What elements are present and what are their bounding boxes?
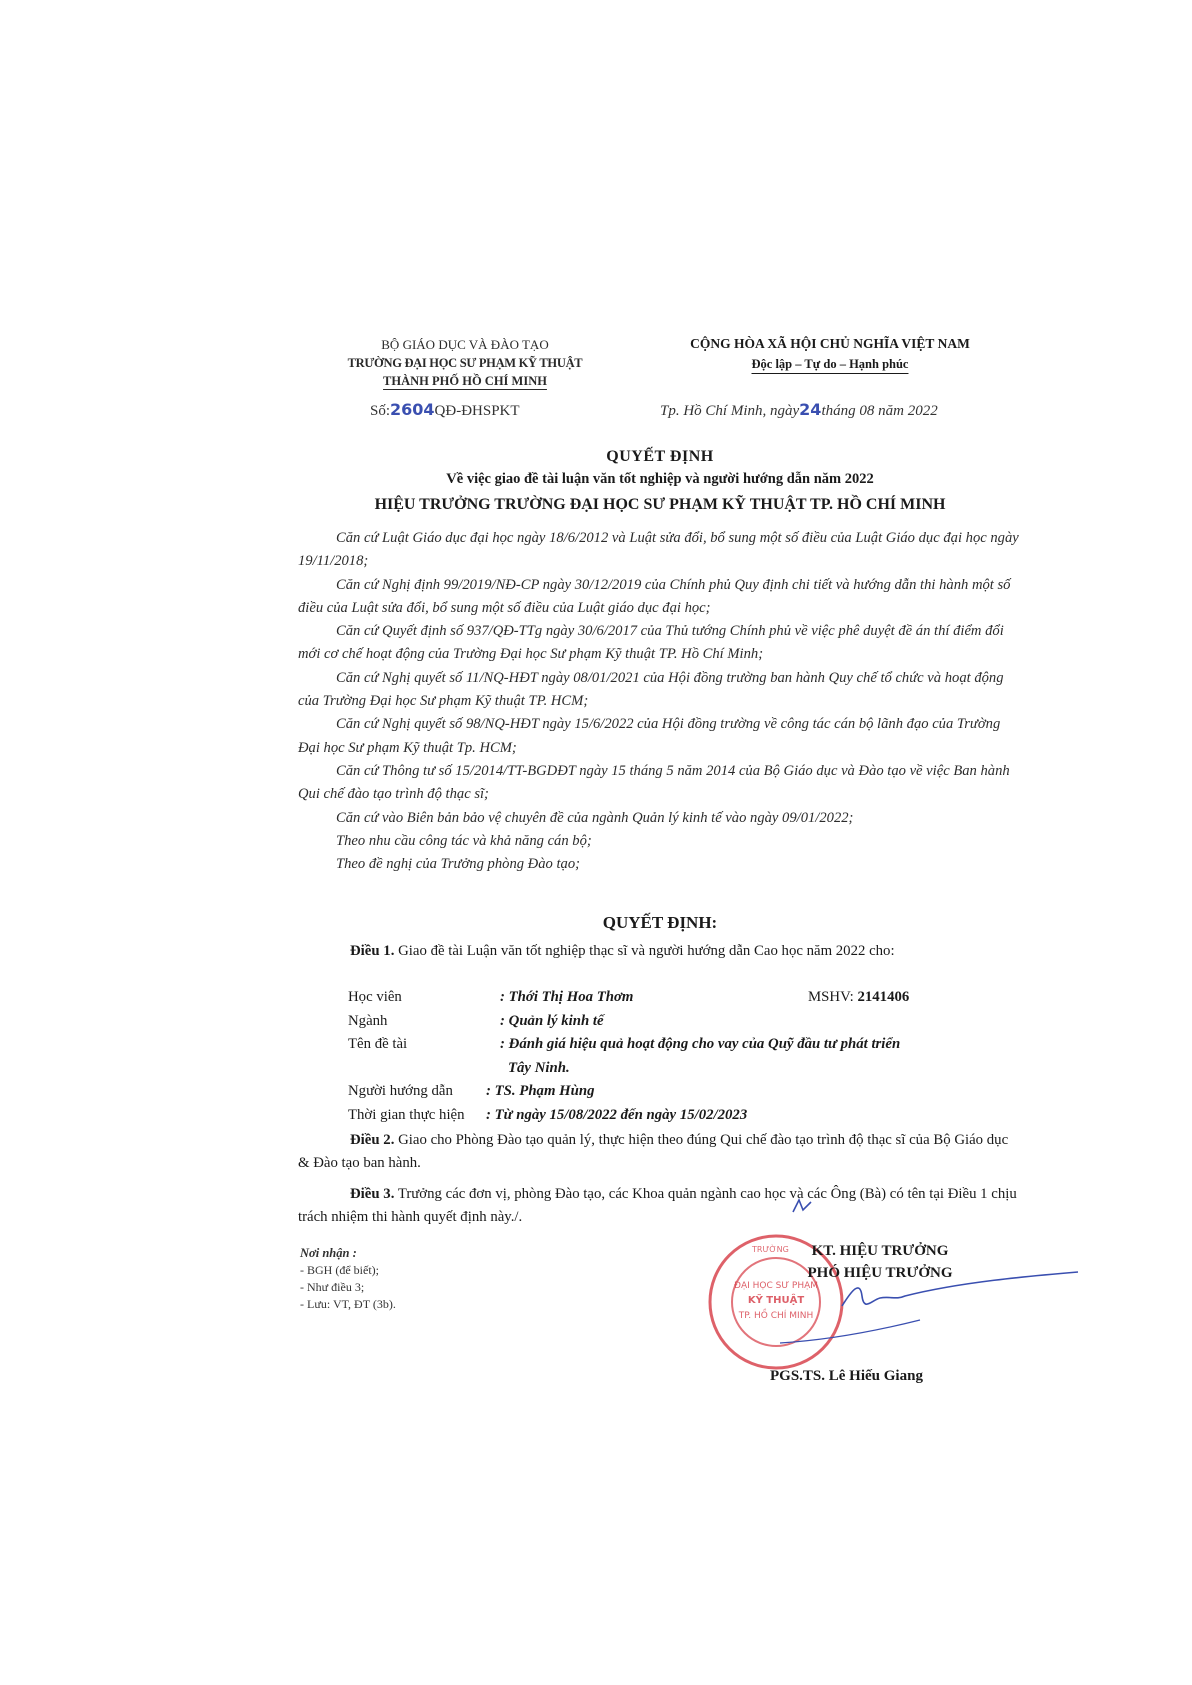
reference-prefix: Số: (370, 403, 391, 419)
decision-heading: QUYẾT ĐỊNH: (602, 913, 718, 932)
topic-value-line-2: Tây Ninh. (508, 1059, 570, 1076)
basis-item: Căn cứ Nghị quyết số 98/NQ-HĐT ngày 15/6/2022 của Hội đồng trường về công tác cán bộ lãnh đạo của Trường Đại học Sư phạm Kỹ thuật Tp. HCM; (298, 716, 1001, 756)
article-3-text: Trưởng các đơn vị, phòng Đào tạo, các Khoa quản ngành cao học và các Ông (Bà) có tên tại Điều 1 chịu trách nhiệm thi hành quyết định này./. (298, 1186, 1017, 1225)
document-subject: Về việc giao đề tài luận văn tốt nghiệp và người hướng dẫn năm 2022 (446, 471, 874, 487)
major-label: Ngành (348, 1012, 388, 1029)
advisor-value: : TS. Phạm Hùng (486, 1083, 595, 1099)
city-name: THÀNH PHỐ HỒ CHÍ MINH (383, 374, 547, 388)
signer-name: PGS.TS. Lê Hiếu Giang (770, 1368, 923, 1384)
basis-item: Căn cứ Nghị quyết số 11/NQ-HĐT ngày 08/01/2021 của Hội đồng trường ban hành Quy chế tổ chức và hoạt động của Trường Đại học Sư phạm Kỹ thuật TP. HCM; (298, 669, 1004, 710)
topic-value-line-1: : Đánh giá hiệu quả hoạt động cho vay của Quỹ đầu tư phát triển (500, 1036, 901, 1052)
mshv-label: MSHV: (808, 989, 854, 1005)
basis-item: Căn cứ vào Biên bản bảo vệ chuyên đề của ngành Quản lý kinh tế vào ngày 09/01/2022; (336, 809, 854, 826)
ministry-name: BỘ GIÁO DỤC VÀ ĐÀO TẠO (381, 337, 549, 352)
date-prefix: Tp. Hồ Chí Minh, ngày (660, 403, 800, 419)
svg-text:ĐẠI HỌC SƯ PHẠM: ĐẠI HỌC SƯ PHẠM (733, 1281, 819, 1291)
mshv-value: 2141406 (857, 989, 910, 1005)
student-value: : Thới Thị Hoa Thơm (500, 989, 634, 1005)
date-handwritten-day: 24 (799, 400, 822, 419)
school-name: TRƯỜNG ĐẠI HỌC SƯ PHẠM KỸ THUẬT (347, 356, 583, 370)
basis-item: Căn cứ Nghị định 99/2019/NĐ-CP ngày 30/12/2019 của Chính phủ Quy định chi tiết và hướng dẫn thi hành một số điều của Luật sửa đổi, bổ sung một số điều của Luật giáo dục đại học; (298, 576, 1011, 616)
article-2-text: Giao cho Phòng Đào tạo quản lý, thực hiện theo đúng Qui chế đào tạo trình độ thạc sĩ của Bộ Giáo dục & Đào tạo ban hành. (298, 1132, 1009, 1171)
recipient-item: - Như điều 3; (300, 1280, 365, 1294)
period-value: : Từ ngày 15/08/2022 đến ngày 15/02/2023 (486, 1106, 748, 1123)
basis-item: Theo nhu cầu công tác và khả năng cán bộ; (336, 832, 592, 849)
issuing-authority: HIỆU TRƯỞNG TRƯỜNG ĐẠI HỌC SƯ PHẠM KỸ THUẬT TP. HỒ CHÍ MINH (374, 496, 946, 513)
student-label: Học viên (348, 989, 402, 1005)
recipients-heading: Nơi nhận : (300, 1246, 357, 1260)
basis-item: Căn cứ Luật Giáo dục đại học ngày 18/6/2012 và Luật sửa đổi, bổ sung một số điều của Luật Giáo dục đại học ngày 19/11/2018; (298, 530, 1019, 570)
document-title: QUYẾT ĐỊNH (606, 448, 714, 465)
svg-text:TRƯỜNG: TRƯỜNG (752, 1245, 789, 1254)
recipient-item: - Lưu: VT, ĐT (3b). (300, 1297, 396, 1311)
recipient-item: - BGH (để biết); (300, 1263, 379, 1277)
signature-block (740, 1240, 1020, 1284)
svg-text:KỸ THUẬT: KỸ THUẬT (747, 1295, 805, 1306)
basis-item: Căn cứ Thông tư số 15/2014/TT-BGDĐT ngày 15 tháng 5 năm 2014 của Bộ Giáo dục và Đào tạo về việc Ban hành Qui chế đào tạo trình độ thạc sĩ; (298, 762, 1010, 803)
basis-item: Theo đề nghị của Trưởng phòng Đào tạo; (336, 856, 580, 873)
period-label: Thời gian thực hiện (348, 1106, 465, 1123)
article-2-label: Điều 2. (350, 1132, 395, 1148)
article-3-label: Điều 3. (350, 1186, 395, 1202)
svg-text:TP. HỒ CHÍ MINH: TP. HỒ CHÍ MINH (738, 1311, 814, 1321)
topic-label: Tên đề tài (348, 1036, 408, 1052)
national-motto: Độc lập – Tự do – Hạnh phúc (751, 357, 909, 371)
reference-suffix: QĐ-ĐHSPKT (434, 403, 520, 419)
nation-name: CỘNG HÒA XÃ HỘI CHỦ NGHĨA VIỆT NAM (690, 336, 970, 351)
advisor-label: Người hướng dẫn (348, 1083, 453, 1099)
signature-title-2: PHÓ HIỆU TRƯỞNG (807, 1265, 953, 1281)
reference-handwritten-number: 2604 (390, 400, 435, 419)
initial-mark (793, 1200, 811, 1212)
article-1-text: Giao đề tài Luận văn tốt nghiệp thạc sĩ và người hướng dẫn Cao học năm 2022 cho: (398, 943, 895, 959)
basis-item: Căn cứ Quyết định số 937/QĐ-TTg ngày 30/6/2017 của Thủ tướng Chính phủ về việc phê duyệt đề án thí điểm đổi mới cơ chế hoạt động của Trường Đại học Sư phạm Kỹ thuật TP. Hồ Chí Minh; (298, 623, 1004, 663)
article-1-label: Điều 1. (350, 943, 395, 959)
signature-title-1: KT. HIỆU TRƯỞNG (811, 1243, 949, 1259)
date-suffix: tháng 08 năm 2022 (821, 403, 938, 419)
major-value: : Quản lý kinh tế (500, 1012, 604, 1029)
